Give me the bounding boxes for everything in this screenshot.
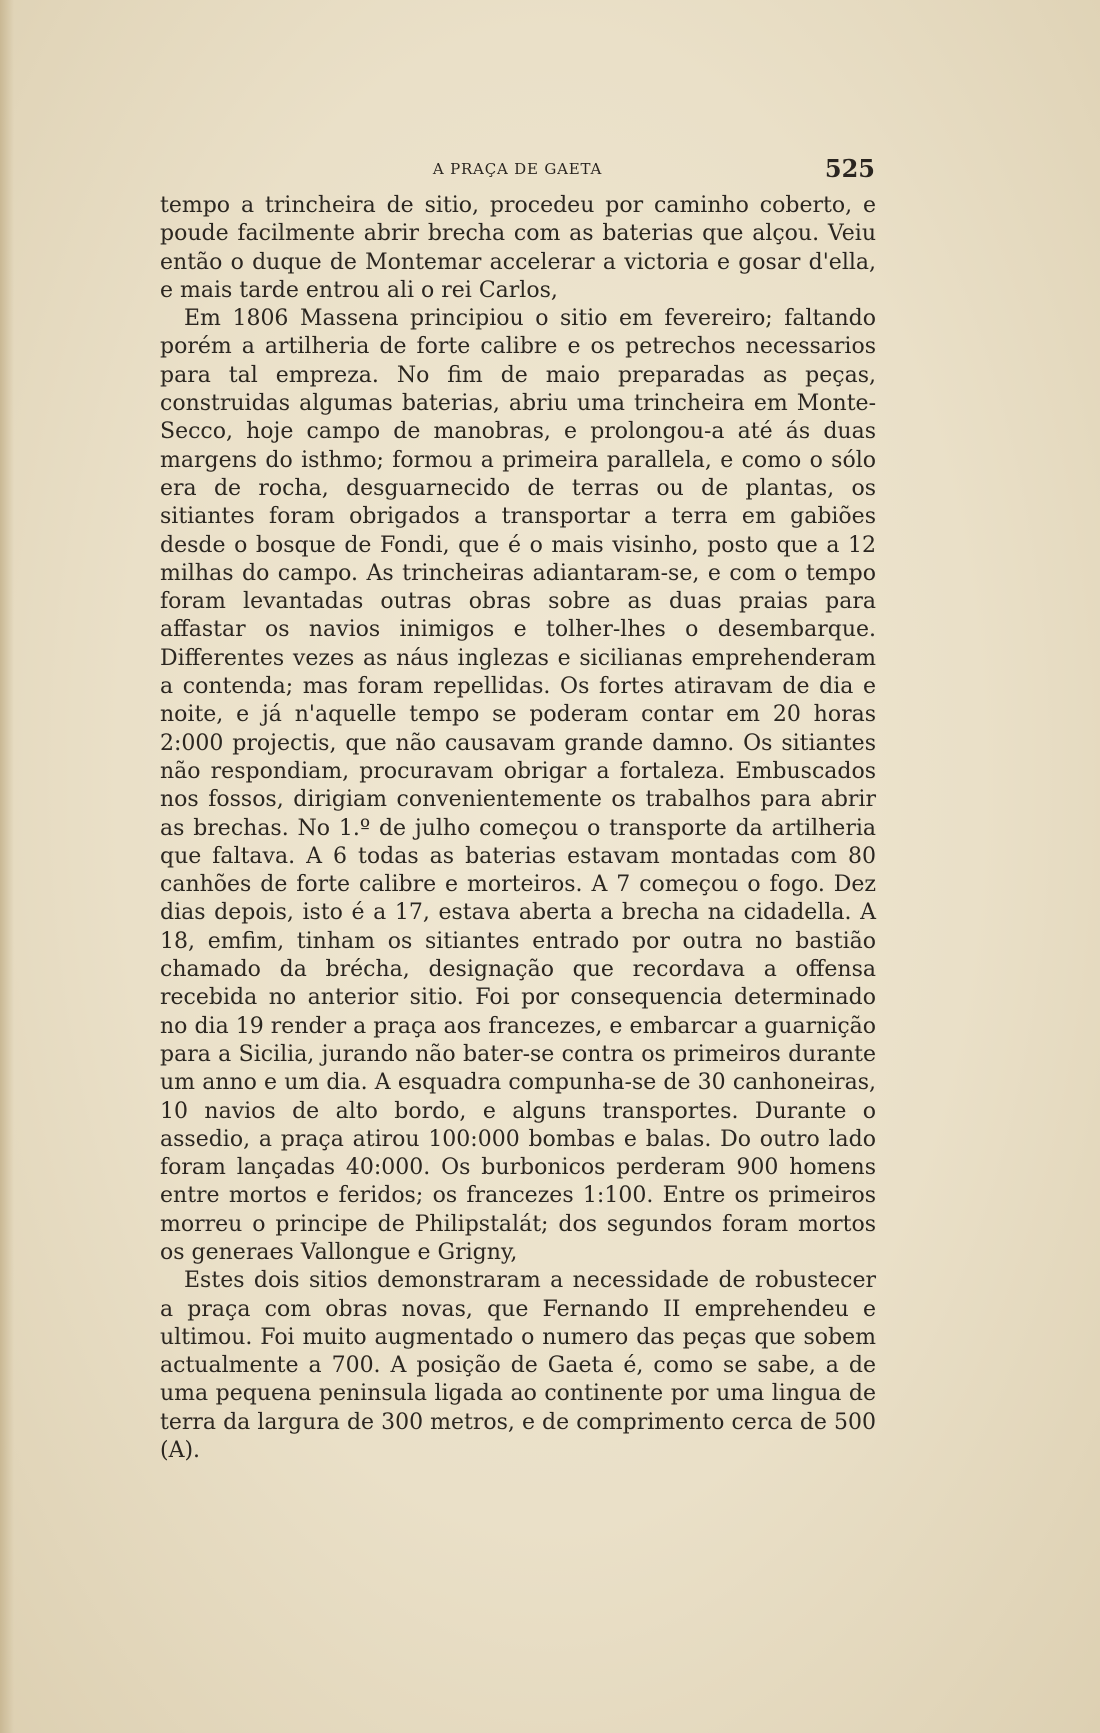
- page-edge-shadow: [0, 0, 14, 1733]
- paragraph-continuation: tempo a trincheira de sitio, procedeu por caminho coberto, e poude facilmente abrir brecha com as baterias que alçou. Veiu então o duque de Montemar accelerar a victoria e gosar d'ella, e mais tarde entrou ali o rei Carlos,: [160, 193, 876, 303]
- paragraph-fortification: Estes dois sitios demonstraram a necessidade de robustecer a praça com obras novas, que Fernando II emprehendeu e ultimou. Foi muito augmentado o numero das peças que sobem actualmente a 700. A posição de Gaeta é, como se sabe, a de uma pequena peninsula ligada ao continente por uma lingua de terra da largura de 300 metros, e de comprimento cerca de 500 (A).: [160, 1268, 876, 1464]
- body-text: [160, 192, 876, 1465]
- paragraph-siege-1806: Em 1806 Massena principiou o sitio em fevereiro; faltando porém a artilheria de forte calibre e os petrechos necessarios para tal empreza. No fim de maio preparadas as peças, construidas algumas baterias, abriu uma trincheira em Monte-Secco, hoje campo de manobras, e prolongou-a até ás duas margens do isthmo; formou a primeira parallela, e como o sólo era de rocha, desguarnecido de terras ou de plantas, os sitiantes foram obrigados a transportar a terra em gabiões desde o bosque de Fondi, que é o mais visinho, posto que a 12 milhas do campo. As trincheiras adiantaram-se, e com o tempo foram levantadas outras obras sobre as duas praias para affastar os navios inimigos e tolher-lhes o desembarque. Differentes vezes as náus inglezas e sicilianas emprehenderam a contenda; mas foram repellidas. Os fortes atiravam de dia e noite, e já n'aquelle tempo se poderam contar em 20 horas 2:000 projectis, que não causavam grande damno. Os sitiantes não respondiam, procuravam obrigar a fortaleza. Embuscados nos fossos, dirigiam convenientemente os trabalhos para abrir as brechas. No 1.º de julho começou o transporte da artilheria que faltava. A 6 todas as baterias estavam montadas com 80 canhões de forte calibre e morteiros. A 7 começou o fogo. Dez dias depois, isto é a 17, estava aberta a brecha na cidadella. A 18, emfim, tinham os sitiantes entrado por outra no bastião chamado da brécha, designação que recordava a offensa recebida no anterior sitio. Foi por consequencia determinado no dia 19 render a praça aos francezes, e embarcar a guarnição para a Sicilia, jurando não bater-se contra os primeiros durante um anno e um dia. A esquadra compunha-se de 30 canhoneiras, 10 navios de alto bordo, e alguns transportes. Durante o assedio, a praça atirou 100:000 bombas e balas. Do outro lado foram lançadas 40:000. Os burbonicos perderam 900 homens entre mortos e feridos; os francezes 1:100. Entre os primeiros morreu o principe de Philipstalát; dos segundos foram mortos os generaes Vallongue e Grigny,: [160, 306, 876, 1265]
- page-header: [160, 152, 875, 184]
- running-title: A PRAÇA DE GAETA: [432, 160, 603, 178]
- page-number: 525: [824, 154, 875, 183]
